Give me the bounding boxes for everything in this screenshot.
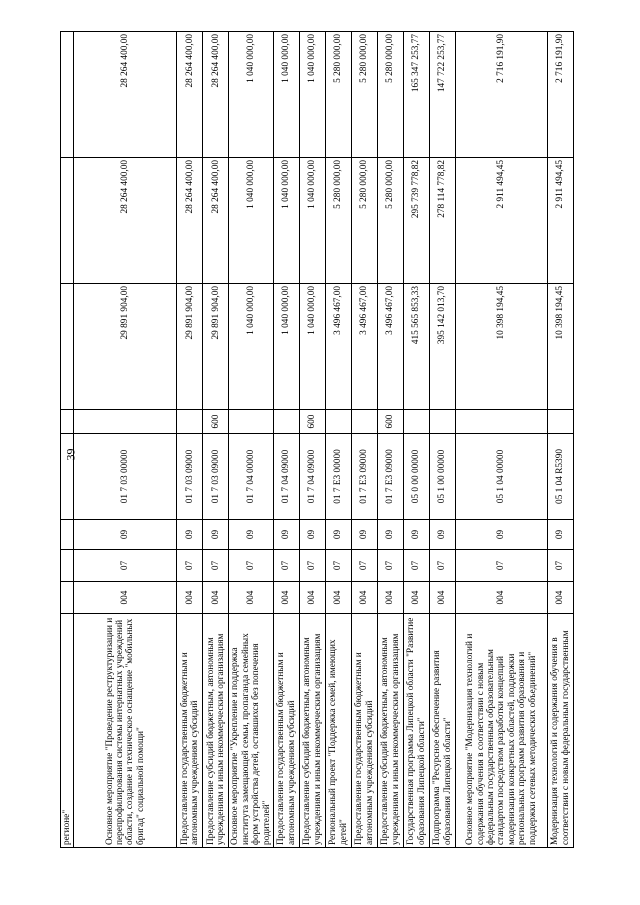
admin-code: 004	[177, 582, 203, 614]
target-article: 05 1 04 00000	[456, 434, 548, 520]
row-name: Подпрограмма "Ресурсное обеспечение развития образования Липецкой области"	[430, 614, 456, 848]
amount-year-2: 28 264 400,00	[203, 158, 229, 284]
row-name: Региональный проект "Поддержка семей, имеющих детей"	[326, 614, 352, 848]
admin-code: 004	[456, 582, 548, 614]
expense-type	[548, 410, 574, 434]
subsection-code: 09	[430, 520, 456, 550]
expense-type	[456, 410, 548, 434]
target-article: 01 7 04 09000	[300, 434, 326, 520]
target-article: 01 7 E3 09000	[378, 434, 404, 520]
section-code: 07	[274, 550, 300, 582]
amount-year-3	[61, 32, 74, 158]
page-number: 39	[63, 448, 78, 461]
amount-year-1: 1 040 000,00	[300, 284, 326, 410]
amount-year-2: 5 280 000,00	[352, 158, 378, 284]
amount-year-2	[61, 158, 74, 284]
target-article: 01 7 E3 00000	[326, 434, 352, 520]
amount-year-2: 5 280 000,00	[378, 158, 404, 284]
row-name: Предоставление субсидий бюджетным, автономным учреждениям и иным некоммерческим организациям	[378, 614, 404, 848]
subsection-code: 09	[352, 520, 378, 550]
row-name: Предоставление субсидий бюджетным, автономным учреждениям и иным некоммерческим организациям	[203, 614, 229, 848]
target-article: 01 7 04 09000	[274, 434, 300, 520]
amount-year-1: 10 398 194,45	[456, 284, 548, 410]
admin-code: 004	[352, 582, 378, 614]
admin-code: 004	[229, 582, 274, 614]
admin-code: 004	[300, 582, 326, 614]
amount-year-3: 1 040 000,00	[229, 32, 274, 158]
expense-type: 600	[378, 410, 404, 434]
row-name: Предоставление государственным бюджетным и автономным учреждениям субсидий	[352, 614, 378, 848]
amount-year-1: 10 398 194,45	[548, 284, 574, 410]
expense-type	[352, 410, 378, 434]
table-row	[404, 32, 430, 848]
expense-type	[430, 410, 456, 434]
table-row	[274, 32, 300, 848]
admin-code: 004	[74, 582, 177, 614]
section-code: 07	[74, 550, 177, 582]
expense-type: 600	[300, 410, 326, 434]
row-name: Государственная программа Липецкой области "Развитие образования Липецкой области"	[404, 614, 430, 848]
target-article: 01 7 03 09000	[177, 434, 203, 520]
budget-table	[60, 31, 574, 848]
section-code: 07	[456, 550, 548, 582]
subsection-code: 09	[326, 520, 352, 550]
admin-code: 004	[326, 582, 352, 614]
subsection-code: 09	[378, 520, 404, 550]
table-row	[456, 32, 548, 848]
expense-type	[61, 410, 74, 434]
amount-year-3: 2 716 191,90	[456, 32, 548, 158]
section-code: 07	[326, 550, 352, 582]
table-row	[203, 32, 229, 848]
table-row	[177, 32, 203, 848]
target-article: 01 7 04 00000	[229, 434, 274, 520]
amount-year-2: 1 040 000,00	[274, 158, 300, 284]
amount-year-3: 2 716 191,90	[548, 32, 574, 158]
amount-year-3: 5 280 000,00	[352, 32, 378, 158]
section-code: 07	[300, 550, 326, 582]
amount-year-3: 5 280 000,00	[326, 32, 352, 158]
section-code: 07	[548, 550, 574, 582]
amount-year-3: 28 264 400,00	[177, 32, 203, 158]
subsection-code: 09	[203, 520, 229, 550]
table-row	[229, 32, 274, 848]
section-code: 07	[430, 550, 456, 582]
section-code	[61, 550, 74, 582]
target-article: 01 7 03 09000	[203, 434, 229, 520]
amount-year-1: 29 891 904,00	[74, 284, 177, 410]
amount-year-1: 29 891 904,00	[203, 284, 229, 410]
subsection-code: 09	[274, 520, 300, 550]
subsection-code: 09	[300, 520, 326, 550]
admin-code: 004	[203, 582, 229, 614]
subsection-code: 09	[404, 520, 430, 550]
target-article: 05 1 04 R5390	[548, 434, 574, 520]
subsection-code: 09	[74, 520, 177, 550]
table-row	[61, 32, 74, 848]
amount-year-1: 1 040 000,00	[229, 284, 274, 410]
admin-code: 004	[404, 582, 430, 614]
amount-year-2: 28 264 400,00	[74, 158, 177, 284]
table-row	[378, 32, 404, 848]
subsection-code: 09	[456, 520, 548, 550]
amount-year-1: 3 496 467,00	[378, 284, 404, 410]
amount-year-3: 5 280 000,00	[378, 32, 404, 158]
section-code: 07	[229, 550, 274, 582]
amount-year-2: 2 911 494,45	[456, 158, 548, 284]
admin-code: 004	[430, 582, 456, 614]
subsection-code: 09	[548, 520, 574, 550]
expense-type	[274, 410, 300, 434]
admin-code: 004	[378, 582, 404, 614]
amount-year-3: 1 040 000,00	[300, 32, 326, 158]
target-article	[61, 434, 74, 520]
subsection-code	[61, 520, 74, 550]
amount-year-2: 278 114 778,82	[430, 158, 456, 284]
table-row	[352, 32, 378, 848]
amount-year-1: 415 565 853,33	[404, 284, 430, 410]
row-name: Основное мероприятие "Модернизация технологий и содержания обучения в соответствии с новым федеральным государственным образовательным стандартом посредством разработки концепций модернизации конкретных областей, поддержки региональных программ развития образования и поддержки сетевых методических объединений"	[456, 614, 548, 848]
section-code: 07	[177, 550, 203, 582]
amount-year-1: 3 496 467,00	[326, 284, 352, 410]
section-code: 07	[203, 550, 229, 582]
amount-year-3: 28 264 400,00	[74, 32, 177, 158]
expense-type	[229, 410, 274, 434]
row-name: Основное мероприятие "Проведение реструктуризации и перепрофилирования системы интернатных учреждений области, создание и техническое оснащение "мобильных бригад" социальной помощи"	[74, 614, 177, 848]
row-name: Предоставление государственным бюджетным и автономным учреждениям субсидий	[274, 614, 300, 848]
budget-table-rotated	[60, 32, 596, 848]
row-name: регионе"	[61, 614, 74, 848]
amount-year-1: 1 040 000,00	[274, 284, 300, 410]
table-row	[326, 32, 352, 848]
amount-year-1	[61, 284, 74, 410]
row-name: Предоставление государственным бюджетным и автономным учреждениям субсидий	[177, 614, 203, 848]
amount-year-2: 1 040 000,00	[300, 158, 326, 284]
expense-type	[404, 410, 430, 434]
table-row	[300, 32, 326, 848]
section-code: 07	[378, 550, 404, 582]
target-article: 01 7 E3 09000	[352, 434, 378, 520]
row-name: Основное мероприятие "Укрепление и поддержка института замещающей семьи, пропаганда семейных форм устройства детей, оставшихся без попечения родителей"	[229, 614, 274, 848]
table-row	[430, 32, 456, 848]
expense-type	[74, 410, 177, 434]
table-row	[548, 32, 574, 848]
amount-year-1: 29 891 904,00	[177, 284, 203, 410]
amount-year-3: 165 347 253,77	[404, 32, 430, 158]
amount-year-2: 28 264 400,00	[177, 158, 203, 284]
admin-code: 004	[274, 582, 300, 614]
expense-type: 600	[203, 410, 229, 434]
target-article: 01 7 03 00000	[74, 434, 177, 520]
amount-year-3: 28 264 400,00	[203, 32, 229, 158]
subsection-code: 09	[177, 520, 203, 550]
section-code: 07	[404, 550, 430, 582]
expense-type	[326, 410, 352, 434]
row-name: Предоставление субсидий бюджетным, автономным учреждениям и иным некоммерческим организациям	[300, 614, 326, 848]
row-name: Модернизация технологий и содержания обучения в соответствии с новым федеральным государственным	[548, 614, 574, 848]
amount-year-1: 395 142 013,70	[430, 284, 456, 410]
amount-year-2: 295 739 778,82	[404, 158, 430, 284]
amount-year-1: 3 496 467,00	[352, 284, 378, 410]
subsection-code: 09	[229, 520, 274, 550]
section-code: 07	[352, 550, 378, 582]
amount-year-3: 1 040 000,00	[274, 32, 300, 158]
admin-code: 004	[548, 582, 574, 614]
amount-year-2: 5 280 000,00	[326, 158, 352, 284]
target-article: 05 0 00 00000	[404, 434, 430, 520]
expense-type	[177, 410, 203, 434]
amount-year-3: 147 722 253,77	[430, 32, 456, 158]
table-row	[74, 32, 177, 848]
admin-code	[61, 582, 74, 614]
target-article: 05 1 00 00000	[430, 434, 456, 520]
amount-year-2: 2 911 494,45	[548, 158, 574, 284]
amount-year-2: 1 040 000,00	[229, 158, 274, 284]
